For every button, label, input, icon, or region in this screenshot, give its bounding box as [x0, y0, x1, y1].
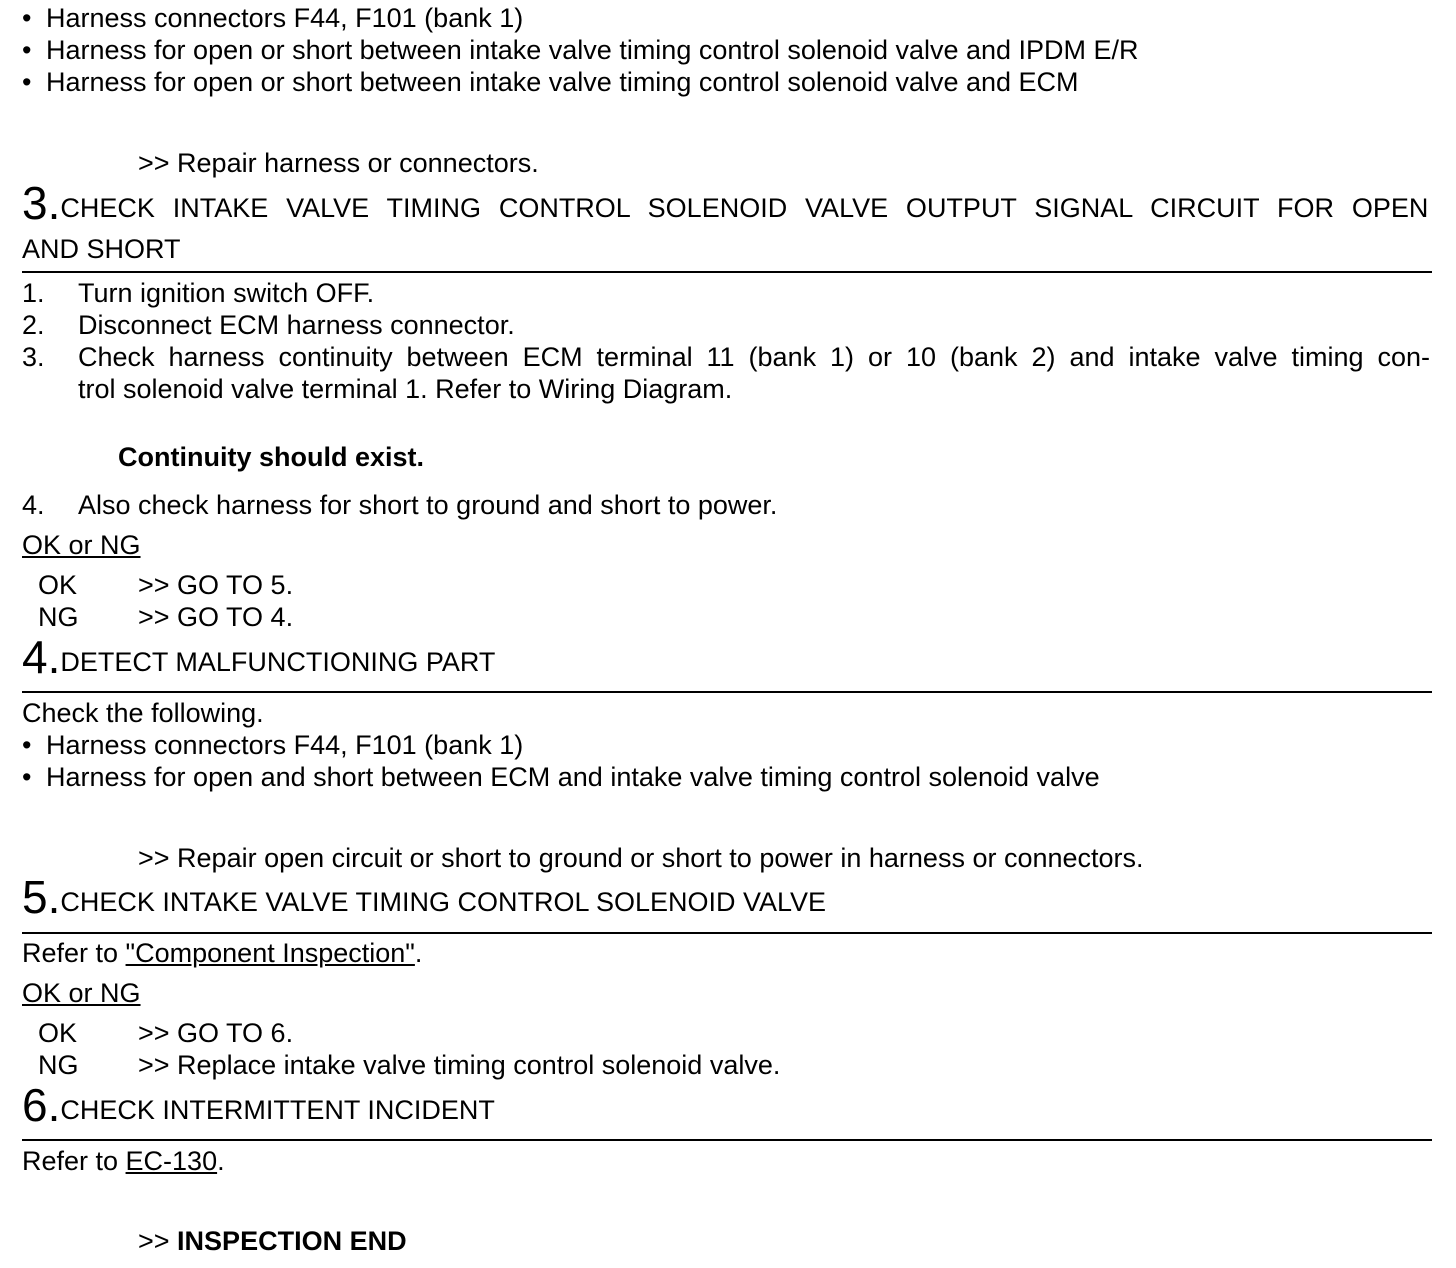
- refer-line: [22, 1145, 225, 1177]
- list-item: Harness for open or short between intake valve timing control solenoid valve and IPDM E/R: [46, 35, 1139, 65]
- bullet-dot: •: [22, 762, 32, 792]
- intro-text: Check the following.: [22, 698, 264, 728]
- step-title: CHECK INTAKE VALVE TIMING CONTROL SOLENOID VALVE OUTPUT SIGNAL CIRCUIT FOR OPEN: [60, 193, 1429, 223]
- ec-130-link[interactable]: EC-130: [125, 1146, 218, 1176]
- action-prefix: >>: [138, 1226, 178, 1256]
- refer-suffix: .: [217, 1146, 225, 1176]
- divider: [22, 691, 1432, 693]
- ok-label: OK: [38, 570, 78, 600]
- item-number: 3.: [22, 342, 45, 372]
- list-item: Harness for open or short between intake valve timing control solenoid valve and ECM: [46, 67, 1079, 97]
- divider: [22, 271, 1432, 273]
- action-text: >> Repair harness or connectors.: [138, 148, 539, 178]
- step-title: CHECK INTERMITTENT INCIDENT: [60, 1095, 495, 1125]
- refer-suffix: .: [414, 938, 423, 968]
- list-item: Also check harness for short to ground and short to power.: [78, 490, 778, 520]
- step-title: DETECT MALFUNCTIONING PART: [60, 647, 496, 677]
- refer-prefix: Refer to: [22, 938, 126, 968]
- action-text: >> Repair open circuit or short to ground or short to power in harness or connectors.: [138, 843, 1144, 873]
- divider: [22, 932, 1432, 934]
- list-item: Harness for open and short between ECM and intake valve timing control solenoid valve: [46, 762, 1100, 792]
- step-heading: [22, 871, 827, 923]
- list-item-continued: trol solenoid valve terminal 1. Refer to Wiring Diagram.: [78, 374, 733, 404]
- ng-action: >> GO TO 4.: [138, 602, 294, 632]
- inspection-end-text: INSPECTION END: [177, 1226, 407, 1256]
- list-item: Check harness continuity between ECM terminal 11 (bank 1) or 10 (bank 2) and intake valve timing con-: [78, 342, 1430, 372]
- final-action: [138, 1225, 407, 1257]
- step-title-continued: AND SHORT: [22, 234, 181, 264]
- spec-text: Continuity should exist.: [118, 442, 425, 472]
- list-item: Disconnect ECM harness connector.: [78, 310, 515, 340]
- ok-action: >> GO TO 6.: [138, 1018, 294, 1048]
- item-number: 2.: [22, 310, 45, 340]
- step-number: 3.: [22, 177, 61, 229]
- step-title: CHECK INTAKE VALVE TIMING CONTROL SOLENOID VALVE: [60, 887, 827, 917]
- divider: [22, 1139, 1432, 1141]
- list-item: Turn ignition switch OFF.: [78, 278, 375, 308]
- step-number: 4.: [22, 631, 61, 683]
- step-number: 5.: [22, 871, 61, 923]
- ng-label: NG: [38, 1050, 79, 1080]
- bullet-dot: •: [22, 3, 32, 33]
- item-number: 4.: [22, 490, 45, 520]
- ok-action: >> GO TO 5.: [138, 570, 294, 600]
- step-heading: [22, 631, 496, 683]
- step-heading: [22, 177, 1432, 229]
- list-item: Harness connectors F44, F101 (bank 1): [46, 730, 524, 760]
- bullet-dot: •: [22, 730, 32, 760]
- ok-ng-label: OK or NG: [22, 978, 141, 1008]
- ng-action: >> Replace intake valve timing control solenoid valve.: [138, 1050, 781, 1080]
- refer-line: [22, 937, 422, 969]
- ok-ng-label: OK or NG: [22, 530, 141, 560]
- refer-prefix: Refer to: [22, 1146, 126, 1176]
- ng-label: NG: [38, 602, 79, 632]
- step-number: 6.: [22, 1079, 61, 1131]
- ok-label: OK: [38, 1018, 78, 1048]
- bullet-dot: •: [22, 35, 32, 65]
- bullet-dot: •: [22, 67, 32, 97]
- component-inspection-link[interactable]: "Component Inspection": [125, 938, 415, 968]
- item-number: 1.: [22, 278, 45, 308]
- step-heading: [22, 1079, 495, 1131]
- list-item: Harness connectors F44, F101 (bank 1): [46, 3, 524, 33]
